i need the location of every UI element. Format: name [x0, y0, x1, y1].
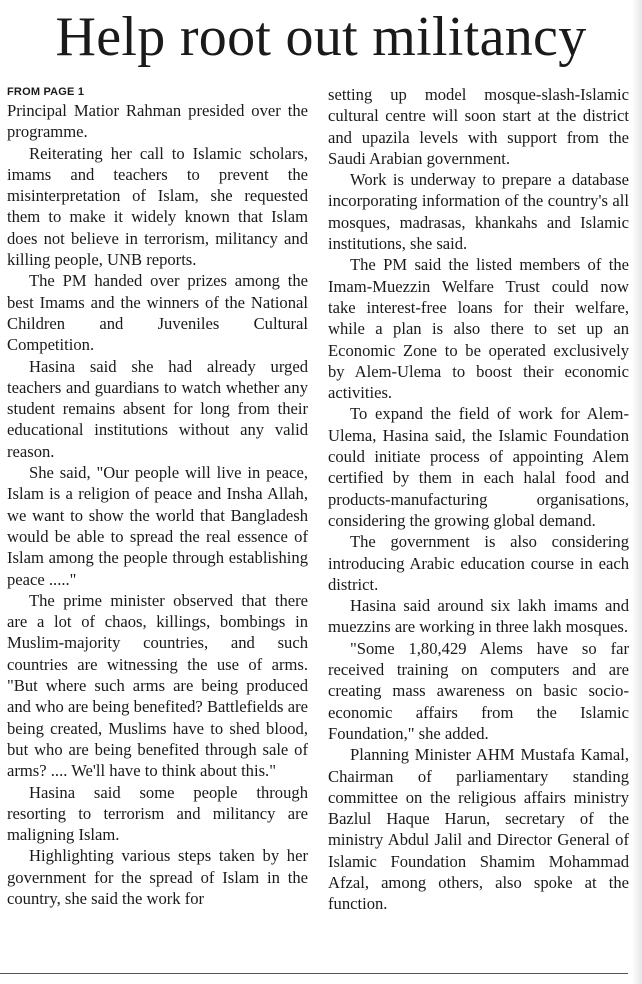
- continuation-label: FROM PAGE 1: [7, 86, 85, 98]
- article-paragraph: The government is also considering introducing Arabic education course in each district.: [328, 532, 629, 594]
- article-paragraph: Principal Matior Rahman presided over the programme.: [7, 101, 308, 142]
- article-paragraph: Hasina said she had already urged teachers and guardians to watch whether any student remains absent for long from their educational institutions without any valid reason.: [7, 356, 308, 461]
- article-paragraph: Highlighting various steps taken by her government for the spread of Islam in the country, she said the work for: [7, 846, 308, 908]
- article-paragraph: Hasina said around six lakh imams and muezzins are working in three lakh mosques.: [328, 596, 629, 637]
- article-paragraph: "Some 1,80,429 Alems have so far received training on computers and are creating mass awareness on basic socio-economic affairs from the Islamic Foundation," she added.: [328, 638, 629, 743]
- article-paragraph: Work is underway to prepare a database incorporating information of the country's all mosques, madrasas, khankahs and Islamic institutions, she said.: [328, 170, 629, 254]
- article-paragraph: The PM said the listed members of the Imam-Muezzin Welfare Trust could now take interest-free loans for their welfare, while a plan is also there to set up an Economic Zone to be operated exclusively by Alem-Ulema to boost their economic activities.: [328, 255, 629, 403]
- article-paragraph: Planning Minister AHM Mustafa Kamal, Chairman of parliamentary standing committee on the religious affairs ministry Bazlul Haque Harun, secretary of the ministry Abdul Jalil and Director General of Islamic Foundation Shamim Mohammad Afzal, among others, also spoke at the function.: [328, 745, 629, 914]
- article-column-right: [328, 84, 629, 915]
- article-paragraph: Reiterating her call to Islamic scholars, imams and teachers to prevent the misinterpretation of Islam, she requested them to make it widely known that Islam does not believe in terrorism, militancy and killing people, UNB reports.: [7, 143, 308, 270]
- article-paragraph: The PM handed over prizes among the best Imams and the winners of the National Children and Juveniles Cultural Competition.: [7, 271, 308, 355]
- page-edge-shadow: [632, 0, 642, 984]
- article-paragraph: The prime minister observed that there are a lot of chaos, killings, bombings in Muslim-majority countries, and such countries are witnessing the use of arms. "But where such arms are being produced and who are being benefited? Battlefields are being created, Muslims have to shed blood, but who are being benefited through sale of arms? .... We'll have to think about this.": [7, 590, 308, 781]
- bottom-rule: [0, 973, 628, 974]
- article-paragraph: Hasina said some people through resorting to terrorism and militancy are maligning Islam.: [7, 782, 308, 845]
- article-paragraph: To expand the field of work for Alem-Ulema, Hasina said, the Islamic Foundation could initiate process of appointing Alem certified by them in each halal food and products-manufacturing organisations, considering the growing global demand.: [328, 404, 629, 530]
- article-paragraph: She said, "Our people will live in peace, Islam is a religion of peace and Insha Allah, we want to show the world that Bangladesh would be able to spread the real essence of Islam among the people through establishing peace .....": [7, 463, 308, 589]
- headline: Help root out militancy: [55, 6, 587, 68]
- article-paragraph: setting up model mosque-slash-Islamic cultural centre will soon start at the district and upazila levels with support from the Saudi Arabian government.: [328, 85, 629, 168]
- article-column-left: [7, 84, 308, 909]
